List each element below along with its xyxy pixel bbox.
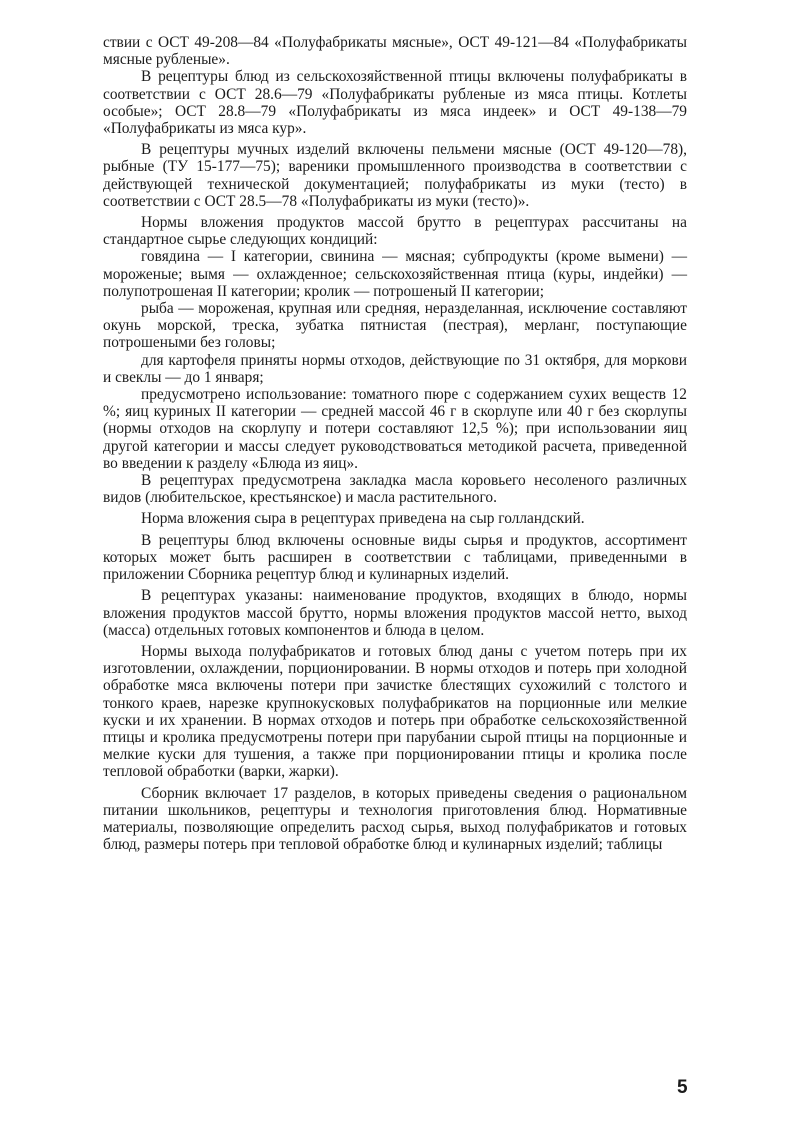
paragraph-recipe-contents: В рецептурах указаны: наименование продуктов, входящих в блюдо, нормы вложения продуктов массой брутто, нормы вложения продуктов массой нетто, выход (масса) отдельных готовых компонентов и блюда в целом. — [103, 587, 687, 639]
page-number: 5 — [677, 1077, 688, 1098]
paragraph-poultry: В рецептуры блюд из сельскохозяйственной птицы включены полуфабрикаты в соответствии с ОСТ 28.6—79 «Полуфабрикаты рубленые из мяса птицы. Котлеты особые»; ОСТ 28.8—79 «Полуфабрикаты из мяса индеек» и ОСТ 49-138—79 «Полуфабрикаты из мяса кур». — [103, 68, 687, 138]
paragraph-butter: В рецептурах предусмотрена закладка масла коровьего несоленого различных видов (любительское, крестьянское) и масла растительного. — [103, 472, 687, 507]
paragraph-fish-conditions: рыба — мороженая, крупная или средняя, неразделанная, исключение составляют окунь морской, треска, зубатка пятнистая (пестрая), мерланг, поступающие потрошеными без головы; — [103, 300, 687, 352]
paragraph-flour-products: В рецептуры мучных изделий включены пельмени мясные (ОСТ 49-120—78), рыбные (ТУ 15-177—75); вареники промышленного производства в соответствии с действующей технической документацией; полуфабрикаты из муки (тесто) в соответствии с ОСТ 28.5—78 «Полуфабрикаты из муки (тесто)». — [103, 141, 687, 210]
paragraph-raw-materials: В рецептуры блюд включены основные виды сырья и продуктов, ассортимент которых может быть расширен в соответствии с таблицами, приведенными в приложении Сборника рецептур блюд и кулинарных изделий. — [103, 531, 687, 584]
paragraph-tomato-eggs: предусмотрено использование: томатного пюре с содержанием сухих веществ 12 %; яиц куриных II категории — средней массой 46 г в скорлупе или 40 г без скорлупы (нормы отходов на скорлупу и потери составляют 12,5 %); при использовании яиц другой категории и массы следует руководствоваться методикой расчета, приведенной во введении к разделу «Блюда из яиц». — [103, 386, 687, 472]
paragraph-cheese: Норма вложения сыра в рецептурах приведена на сыр голландский. — [141, 510, 585, 528]
paragraph-ost-meat: ствии с ОСТ 49-208—84 «Полуфабрикаты мясные», ОСТ 49-121—84 «Полуфабрикаты мясные рубленые». — [103, 34, 687, 69]
paragraph-collection-summary: Сборник включает 17 разделов, в которых приведены сведения о рациональном питании школьников, рецептуры и технология приготовления блюд. Нормативные материалы, позволяющие определить расход сырья, выход полуфабрикатов и готовых блюд, размеры потерь при тепловой обработке блюд и кулинарных изделий; таблицы — [103, 784, 687, 854]
paragraph-vegetable-waste: для картофеля приняты нормы отходов, действующие по 31 октября, для моркови и свеклы — до 1 января; — [103, 351, 687, 386]
paragraph-meat-conditions: говядина — I категории, свинина — мясная; субпродукты (кроме вымени) — мороженые; вымя — охлажденное; сельскохозяйственная птица (куры, индейки) — полупотрошеная II категории; кролик — потрошеный II категории; — [103, 248, 687, 300]
paragraph-gross-norms: Нормы вложения продуктов массой брутто в рецептурах рассчитаны на стандартное сырье следующих кондиций: — [103, 214, 687, 249]
paragraph-yield-norms: Нормы выхода полуфабрикатов и готовых блюд даны с учетом потерь при их изготовлении, охлаждении, порционировании. В нормы отходов и потерь при холодной обработке мяса включены потери при зачистке блестящих сухожилий с толстого и тонкого краев, нарезке крупнокусковых полуфабрикатов на порционные или мелкие куски и их хранении. В нормах отходов и потерь при обработке сельскохозяйственной птицы и кролика предусмотрены потери при парубании сырой птицы на порционные и мелкие куски для тушения, а также при порционировании птицы и кролика после тепловой обработки (варки, жарки). — [103, 642, 687, 781]
body-text — [103, 34, 687, 853]
